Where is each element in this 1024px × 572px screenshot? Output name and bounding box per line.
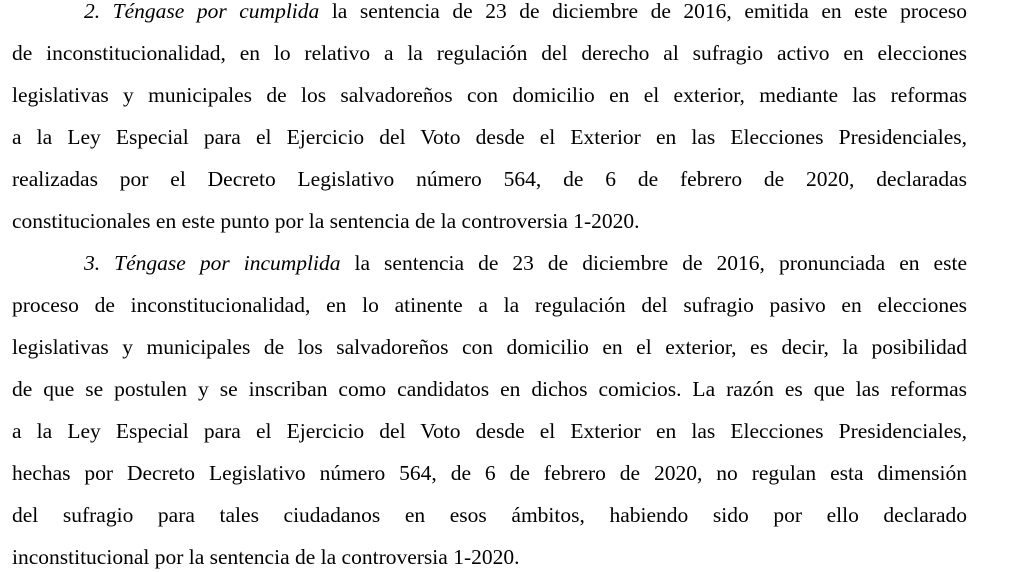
text-line <box>12 500 967 530</box>
text-line <box>12 122 967 152</box>
text-line <box>12 206 967 236</box>
italic-lead-text: 3. Téngase por incumplida <box>84 251 341 275</box>
text-line <box>12 164 967 194</box>
line-text: la sentencia de 23 de diciembre de 2016, pronunciada en este <box>340 251 967 275</box>
line-text: a la Ley Especial para el Ejercicio del Voto desde el Exterior en las Elecciones Presidenciales, <box>12 419 967 443</box>
text-line <box>12 458 967 488</box>
text-line <box>12 542 967 572</box>
line-text: constitucionales en este punto por la sentencia de la controversia 1-2020. <box>12 209 640 233</box>
line-text: legislativas y municipales de los salvadoreños con domicilio en el exterior, es decir, la posibilidad <box>12 335 967 359</box>
text-line <box>12 416 967 446</box>
line-text: realizadas por el Decreto Legislativo número 564, de 6 de febrero de 2020, declaradas <box>12 167 967 191</box>
line-text: inconstitucional por la sentencia de la controversia 1-2020. <box>12 545 520 569</box>
line-text: de que se postulen y se inscriban como candidatos en dichos comicios. La razón es que las reformas <box>12 377 967 401</box>
text-line <box>12 332 967 362</box>
text-line <box>12 38 967 68</box>
line-text: del sufragio para tales ciudadanos en esos ámbitos, habiendo sido por ello declarado <box>12 503 967 527</box>
line-text: legislativas y municipales de los salvadoreños con domicilio en el exterior, mediante las reformas <box>12 83 967 107</box>
line-text: hechas por Decreto Legislativo número 564, de 6 de febrero de 2020, no regulan esta dimensión <box>12 461 967 485</box>
line-text: proceso de inconstitucionalidad, en lo atinente a la regulación del sufragio pasivo en elecciones <box>12 293 967 317</box>
text-line <box>84 0 967 26</box>
line-text: de inconstitucionalidad, en lo relativo a la regulación del derecho al sufragio activo en elecciones <box>12 41 967 65</box>
text-line <box>12 374 967 404</box>
line-text: a la Ley Especial para el Ejercicio del Voto desde el Exterior en las Elecciones Presidenciales, <box>12 125 967 149</box>
text-line <box>84 248 967 278</box>
text-line <box>12 80 967 110</box>
text-line <box>12 290 967 320</box>
line-text: la sentencia de 23 de diciembre de 2016, emitida en este proceso <box>319 0 967 23</box>
italic-lead-text: 2. Téngase por cumplida <box>84 0 320 23</box>
